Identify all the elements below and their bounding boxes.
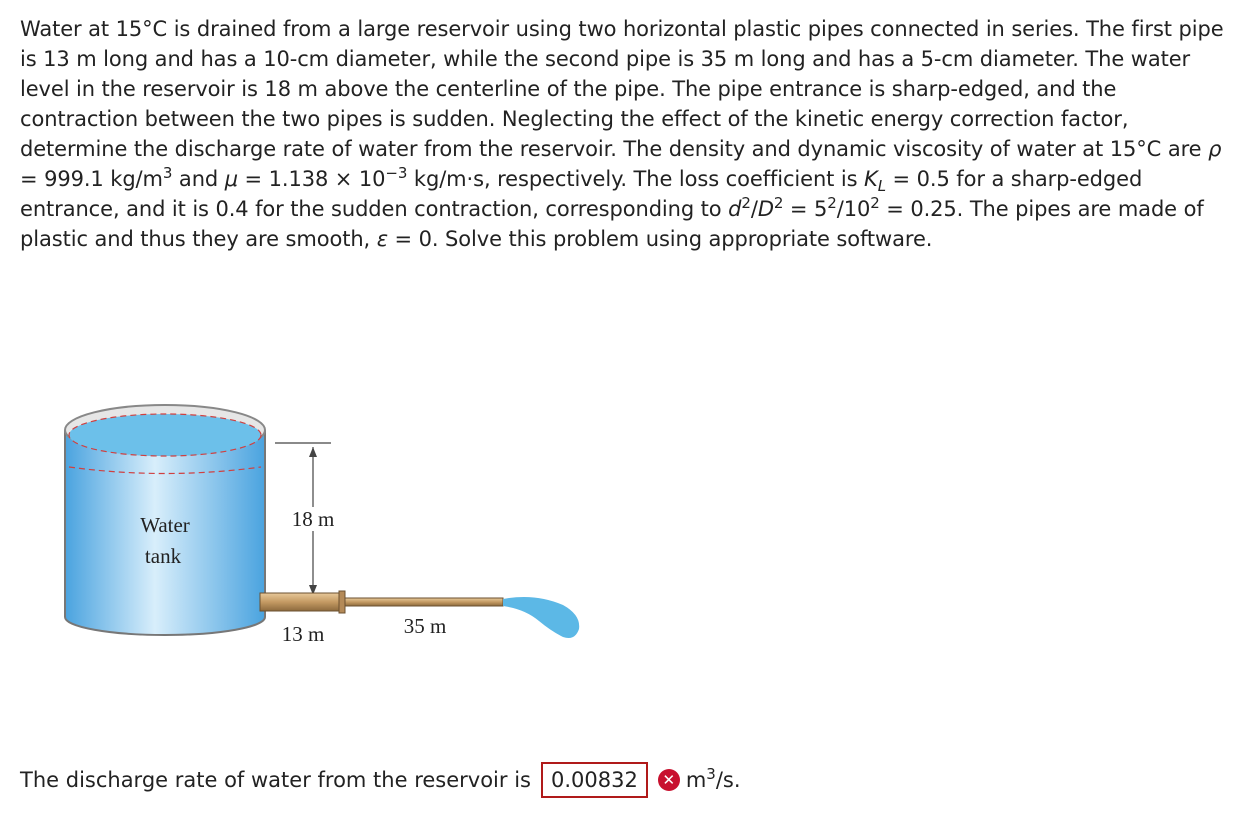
rho-value: = 999.1 kg/m [20, 167, 163, 191]
height-dimension [275, 443, 341, 595]
pipe-1 [260, 591, 345, 613]
problem-statement [20, 14, 1238, 254]
unit-base: m [685, 768, 707, 792]
kl-text: = 0.5 for a sharp-edged entrance, and it is 0.4 for the sudden contraction, corresponding to [20, 167, 1143, 221]
D-symbol: D [757, 197, 774, 221]
mu-exponent: −3 [385, 164, 408, 182]
d-symbol: d [728, 197, 742, 221]
problem-paragraph [20, 14, 1238, 254]
kl-symbol: K [864, 167, 878, 191]
rho-symbol: ρ [1208, 137, 1222, 161]
rho-exponent: 3 [162, 164, 173, 182]
reservoir-diagram [55, 395, 600, 660]
ratio-b-exponent: 2 [870, 194, 880, 212]
x-icon: ✕ [658, 769, 680, 791]
reservoir-figure [55, 395, 600, 660]
water-tank [65, 405, 265, 635]
answer-row [20, 760, 741, 800]
pipe2-label: 35 m [403, 614, 447, 638]
unit-tail: /s. [715, 768, 741, 792]
D-exponent: 2 [773, 194, 784, 212]
pipe-2 [345, 598, 503, 606]
problem-text: Water at 15°C is drained from a large reservoir using two horizontal plastic pipes connected in series. The first pipe is 13 m long and has a 10-cm diameter, while the second pipe is 35 m long and has a 5-cm diameter. The water level in the reservoir is 18 m above the centerline of the pipe. The pipe entrance is sharp-edged, and the contraction between the two pipes is sudden. Neglecting the effect of the kinetic energy correction factor, determine the discharge rate of water from the reservoir. The density and dynamic viscosity of water at 15°C are [20, 17, 1224, 161]
mu-value: = 1.138 × 10 [237, 167, 386, 191]
slash: / [750, 197, 758, 221]
epsilon-symbol: ε [376, 227, 388, 251]
problem-ending: = 0. Solve this problem using appropriate software. [387, 227, 933, 251]
answer-input[interactable]: 0.00832 [541, 762, 648, 798]
kl-subscript: L [877, 177, 886, 196]
ratio-a-exponent: 2 [827, 194, 837, 212]
mu-unit-text: kg/m·s, respectively. The loss coefficient is [407, 167, 865, 191]
water-jet [503, 597, 579, 638]
tank-label-2: tank [144, 544, 182, 568]
d-exponent: 2 [741, 194, 751, 212]
ratio-b: /10 [836, 197, 871, 221]
pipe1-label: 13 m [281, 622, 325, 646]
unit-exponent: 3 [706, 765, 716, 783]
answer-prompt: The discharge rate of water from the reservoir is [20, 768, 531, 792]
ratio-a: = 5 [783, 197, 828, 221]
answer-unit [685, 765, 741, 792]
and-text: and [172, 167, 225, 191]
ratio-result: = 0.25. The pipes are made of plastic and thus they are smooth, [20, 197, 1204, 251]
mu-symbol: μ [224, 167, 238, 191]
height-label: 18 m [291, 507, 335, 531]
tank-label-1: Water [140, 513, 190, 537]
